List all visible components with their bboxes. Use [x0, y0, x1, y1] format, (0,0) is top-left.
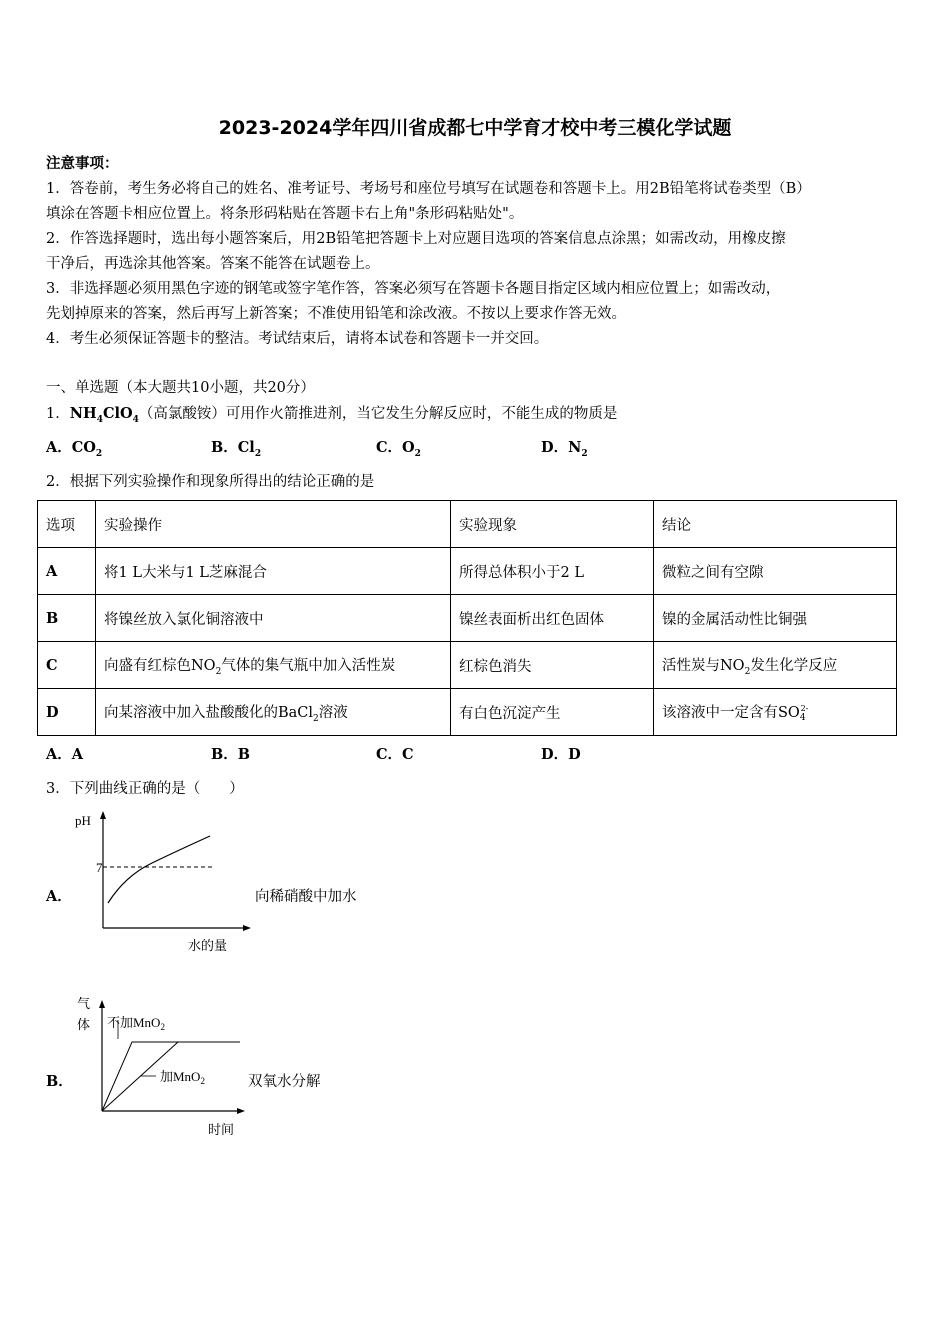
q3-option-b-caption: 双氧水分解 [248, 1074, 321, 1090]
table-row [38, 642, 897, 689]
ref-tick-label: 7 [96, 860, 103, 875]
x-axis-label: 时间 [208, 1122, 235, 1137]
notice-line: 4．考生必须保证答题卡的整洁。考试结束后，请将本试卷和答题卡一并交回。 [46, 331, 549, 347]
gas-graph [70, 990, 255, 1140]
x-axis-label: 水的量 [188, 938, 228, 953]
table-cell: B [38, 595, 96, 642]
table-header: 实验操作 [96, 501, 451, 548]
table-cell: 镍丝表面析出红色固体 [451, 595, 654, 642]
table-header: 结论 [654, 501, 897, 548]
q1-option-c[interactable]: C．$O_2$ [376, 439, 421, 459]
q1-option-a[interactable]: A．$CO_2$ [46, 439, 103, 459]
table-cell: 向盛有红棕色$NO_2$气体的集气瓶中加入活性炭 [96, 642, 451, 689]
question-2-stem: 2．根据下列实验操作和现象所得出的结论正确的是 [46, 474, 375, 490]
q3-option-b-label[interactable]: B． [46, 1073, 73, 1090]
y-axis-label-1: 气 [77, 996, 91, 1011]
table-cell: D [38, 689, 96, 736]
q2-option-d[interactable]: D．D [541, 746, 581, 763]
table-cell: 镍的金属活动性比铜强 [654, 595, 897, 642]
ph-curve [108, 836, 210, 903]
table-cell: 该溶液中一定含有$SO_4^{2-}$ [654, 689, 897, 736]
notice-line: 3．非选择题必须用黑色字迹的钢笔或签字笔作答，答案必须写在答题卡各题目指定区域内相应位置上；如需改动， [46, 281, 781, 297]
q2-option-c[interactable]: C．C [376, 746, 414, 763]
x-axis-arrow [243, 925, 251, 931]
table-cell: 有白色沉淀产生 [451, 689, 654, 736]
table-cell: C [38, 642, 96, 689]
q1-option-d[interactable]: D．$N_2$ [541, 439, 588, 459]
table-cell: 红棕色消失 [451, 642, 654, 689]
table-cell: 将1 L大米与1 L芝麻混合 [96, 548, 451, 595]
notice-line: 干净后，再选涂其他答案。答案不能答在试题卷上。 [46, 256, 380, 272]
table-cell: 向某溶液中加入盐酸酸化的BaCl$_2$溶液 [96, 689, 451, 736]
series-1-label: 不加MnO$_2$ [107, 1015, 165, 1032]
y-axis-label: pH [75, 813, 91, 828]
q1-option-b[interactable]: B．$Cl_2$ [211, 439, 262, 459]
table-cell: 将镍丝放入氯化铜溶液中 [96, 595, 451, 642]
table-row [38, 595, 897, 642]
q3-option-a-label[interactable]: A． [46, 888, 72, 905]
question-1-stem: 1．$NH_4ClO_4$（高氯酸铵）可用作火箭推进剂，当它发生分解反应时，不能生成的物质是 [46, 405, 618, 425]
table-header: 选项 [38, 501, 96, 548]
page-title: 2023-2024学年四川省成都七中学育才校中考三模化学试题 [218, 117, 732, 139]
table-cell: 所得总体积小于2 L [451, 548, 654, 595]
notice-line: 1．答卷前，考生务必将自己的姓名、准考证号、考场号和座位号填写在试题卷和答题卡上。用2B铅笔将试卷类型（B） [46, 181, 811, 197]
ph-graph [70, 808, 255, 958]
table-cell: 微粒之间有空隙 [654, 548, 897, 595]
table-row [38, 689, 897, 736]
section-heading: 一、单选题（本大题共10小题，共20分） [46, 380, 315, 396]
y-axis-arrow [99, 1000, 105, 1008]
table-header-row [38, 501, 897, 548]
notice-line: 先划掉原来的答案，然后再写上新答案；不准使用铅笔和涂改液。不按以上要求作答无效。 [46, 306, 626, 322]
notice-line: 填涂在答题卡相应位置上。将条形码粘贴在答题卡右上角"条形码粘贴处"。 [46, 206, 524, 222]
notice-heading: 注意事项： [46, 155, 119, 172]
q2-option-b[interactable]: B．B [211, 746, 251, 763]
question-3-stem: 3．下列曲线正确的是（ ） [46, 781, 244, 797]
y-axis-arrow [100, 811, 106, 819]
notice-line: 2．作答选择题时，选出每小题答案后，用2B铅笔把答题卡上对应题目选项的答案信息点涂黑；如需改动，用橡皮擦 [46, 231, 786, 247]
y-axis-label-2: 体 [77, 1017, 91, 1032]
q2-option-a[interactable]: A．A [46, 746, 84, 763]
x-axis-arrow [237, 1108, 245, 1114]
q3-option-a-caption: 向稀硝酸中加水 [255, 889, 357, 905]
series-2-label: 加MnO$_2$ [160, 1069, 205, 1086]
table-cell: A [38, 548, 96, 595]
table-cell: 活性炭与$NO_2$发生化学反应 [654, 642, 897, 689]
table-header: 实验现象 [451, 501, 654, 548]
experiment-table [37, 500, 897, 736]
table-row [38, 548, 897, 595]
